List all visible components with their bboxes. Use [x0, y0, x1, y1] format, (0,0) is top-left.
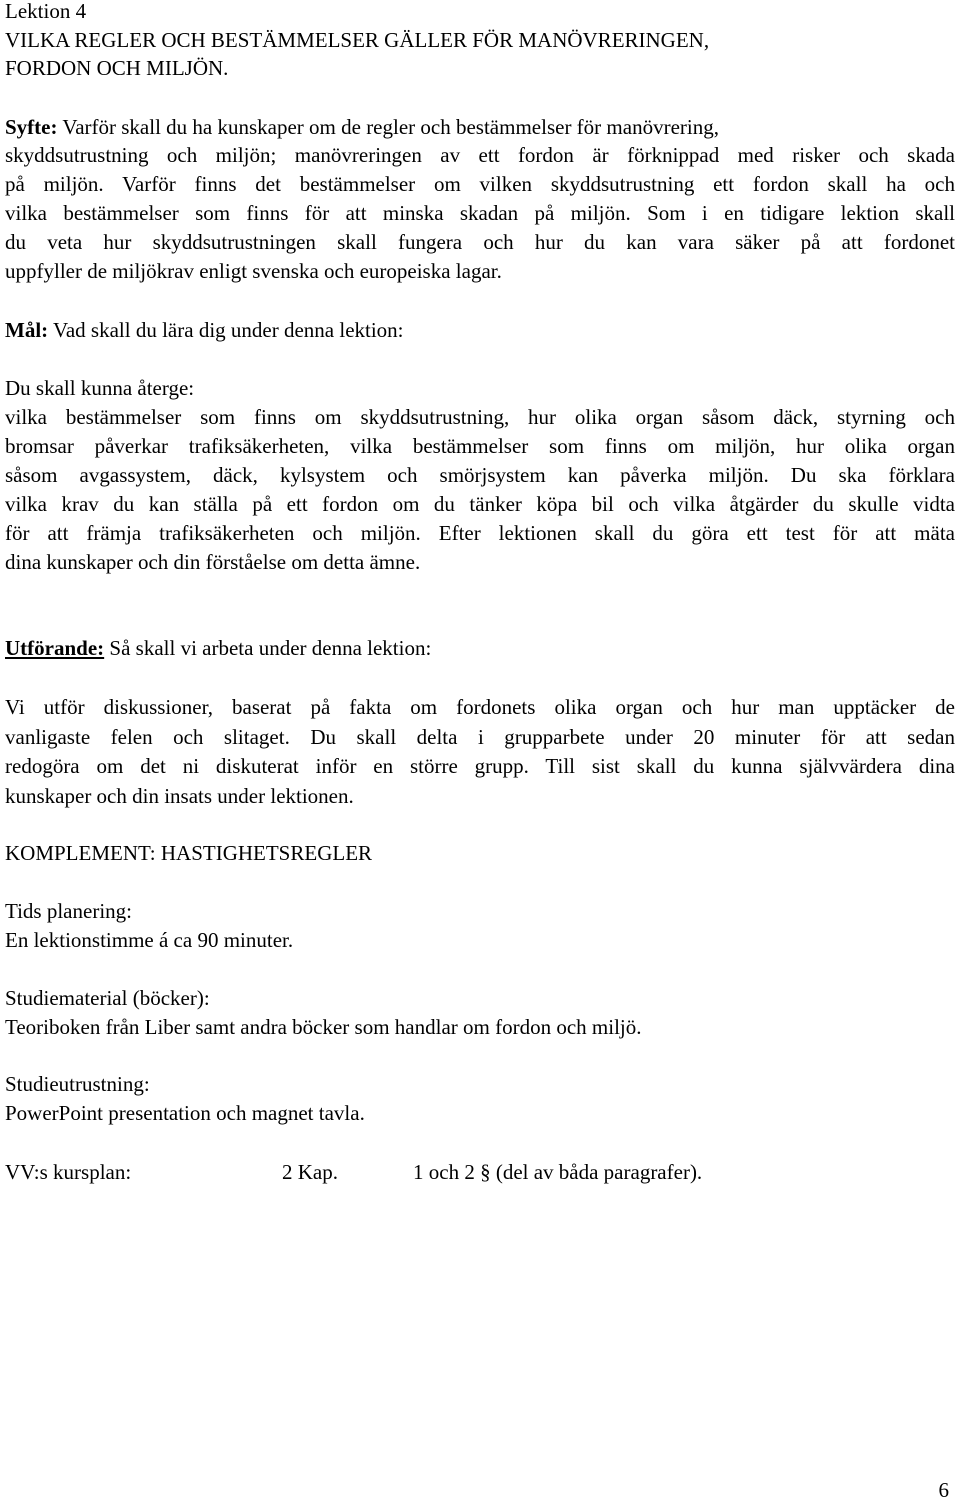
lesson-title-line-2: FORDON OCH MILJÖN. [5, 56, 229, 80]
syfte-line-5: du veta hur skyddsutrustningen skall fungera och hur du kan vara säker på att fordonet [5, 232, 955, 254]
utforande-line-4: kunskaper och din insats under lektionen. [5, 784, 354, 808]
aterge-line-4: vilka krav du kan ställa på ett fordon om du tänker köpa bil och vilka åtgärder du skulle vidta [5, 494, 955, 516]
syfte-text-1: Varför skall du ha kunskaper om de regler och bestämmelser för manövrering, [57, 115, 719, 139]
document-page [5, 0, 955, 1509]
utforande-line [5, 638, 431, 659]
kursplan-label: VV:s kursplan: [5, 1160, 132, 1184]
kursplan-kap: 2 Kap. [282, 1160, 338, 1184]
aterge-line-1: vilka bestämmelser som finns om skyddsutrustning, hur olika organ såsom däck, styrning och [5, 407, 955, 429]
studieutrustning-text: PowerPoint presentation och magnet tavla. [5, 1101, 365, 1125]
kursplan-ref: 1 och 2 § (del av båda paragrafer). [413, 1160, 703, 1184]
mal-label: Mål: [5, 318, 49, 342]
mal-line [5, 320, 404, 341]
aterge-line-5: för att främja trafiksäkerheten och miljön. Efter lektionen skall du göra ett test för att mäta [5, 523, 955, 545]
tids-text: En lektionstimme á ca 90 minuter. [5, 928, 294, 952]
aterge-heading: Du skall kunna återge: [5, 376, 195, 400]
syfte-label: Syfte: [5, 115, 58, 139]
utforande-label: Utförande: [5, 636, 105, 660]
komplement-heading: KOMPLEMENT: HASTIGHETSREGLER [5, 841, 373, 865]
syfte-line-2: skyddsutrustning och miljön; manövreringen av ett fordon är förknippad med risker och skada [5, 145, 955, 167]
mal-text: Vad skall du lära dig under denna lektion: [48, 318, 404, 342]
utforande-line-2: vanligaste felen och slitaget. Du skall delta i grupparbete under 20 minuter för att sedan [5, 727, 955, 749]
utforande-text: Så skall vi arbeta under denna lektion: [104, 636, 432, 660]
aterge-line-3: såsom avgassystem, däck, kylsystem och smörjsystem kan påverka miljön. Du ska förklara [5, 465, 955, 487]
lesson-number: Lektion 4 [5, 0, 87, 23]
syfte-line-4: vilka bestämmelser som finns för att minska skadan på miljön. Som i en tidigare lektion skall [5, 203, 955, 225]
page-number: 6 [938, 1478, 949, 1502]
aterge-line-2: bromsar påverkar trafiksäkerheten, vilka bestämmelser som finns om miljön, hur olika organ [5, 436, 955, 458]
syfte-line-1 [5, 117, 719, 138]
lesson-title-line-1: VILKA REGLER OCH BESTÄMMELSER GÄLLER FÖR MANÖVRERINGEN, [5, 28, 710, 52]
syfte-line-3: på miljön. Varför finns det bestämmelser om vilken skyddsutrustning ett fordon skall ha och [5, 174, 955, 196]
studiematerial-heading: Studiematerial (böcker): [5, 986, 210, 1010]
studieutrustning-heading: Studieutrustning: [5, 1072, 150, 1096]
kursplan-line [5, 1162, 702, 1183]
studiematerial-text: Teoriboken från Liber samt andra böcker som handlar om fordon och miljö. [5, 1015, 642, 1039]
aterge-line-6: dina kunskaper och din förståelse om detta ämne. [5, 550, 421, 574]
utforande-line-1: Vi utför diskussioner, baserat på fakta om fordonets olika organ och hur man upptäcker de [5, 697, 955, 719]
utforande-line-3: redogöra om det ni diskuterat inför en större grupp. Till sist skall du kunna självvärdera dina [5, 756, 955, 778]
syfte-line-6: uppfyller de miljökrav enligt svenska och europeiska lagar. [5, 259, 502, 283]
tids-heading: Tids planering: [5, 899, 132, 923]
